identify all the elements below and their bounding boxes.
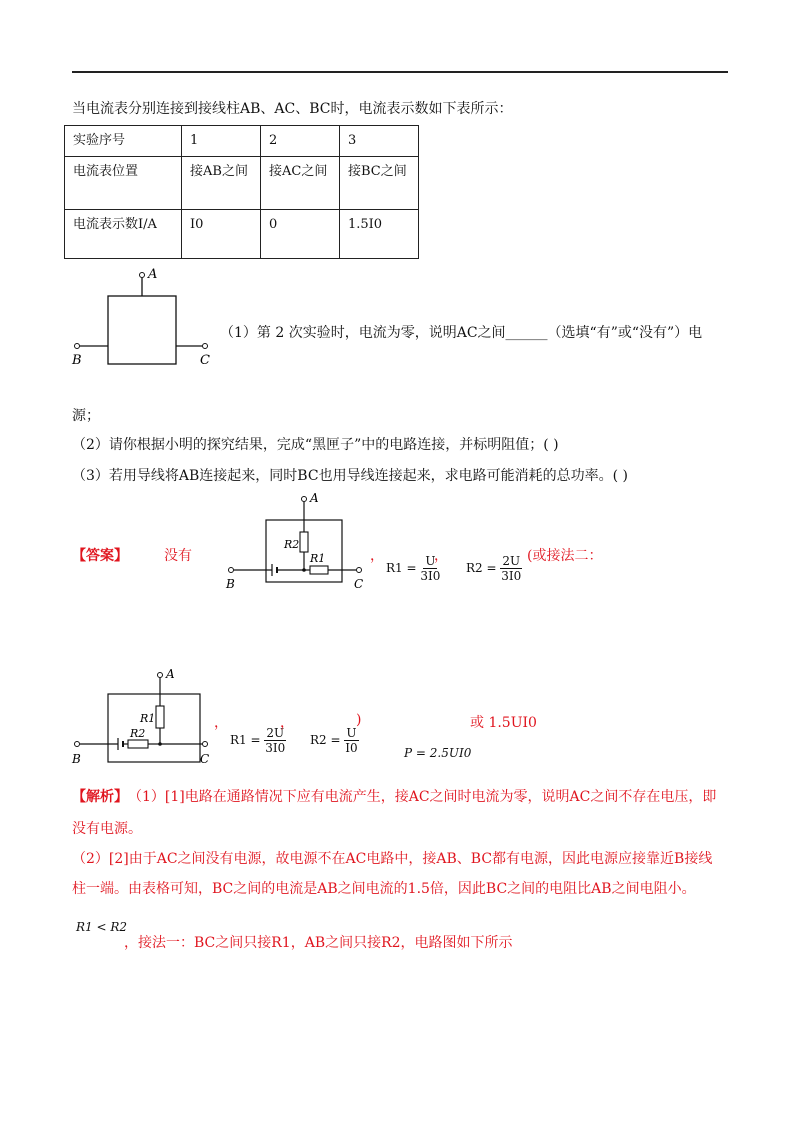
denominator: 3I0 xyxy=(420,569,441,583)
r1-label: R1 xyxy=(310,552,326,565)
answer-comma: ， xyxy=(370,548,384,564)
formula-lhs: R2 = xyxy=(310,733,341,747)
answer-tag: 【答案】 xyxy=(72,548,128,564)
terminal-a-label: A xyxy=(166,667,175,681)
table-cell: 电流表位置 xyxy=(65,157,182,210)
fraction xyxy=(344,726,358,755)
r2-label: R2 xyxy=(284,538,300,551)
table-cell: 3 xyxy=(340,126,419,157)
denominator: 3I0 xyxy=(501,569,522,583)
question-2: （2）请你根据小明的探究结果，完成“黑匣子”中的电路连接，并标明阻值；( ) xyxy=(72,437,559,453)
fraction xyxy=(500,554,522,583)
table-cell: 0 xyxy=(261,210,340,259)
r1-label: R1 xyxy=(140,712,156,725)
formula-lhs: R1 = xyxy=(386,561,417,575)
formula-r1-alt xyxy=(230,726,286,755)
terminal-b-label: B xyxy=(72,752,81,766)
analysis-p3: ，接法一：BC之间只接R1，AB之间只接R2，电路图如下所示 xyxy=(124,935,513,951)
answer-power: 或 1.5UI0 xyxy=(470,715,537,731)
question-1-tail: 源； xyxy=(72,408,100,424)
answer-circuit-1 xyxy=(222,488,372,590)
results-table xyxy=(64,125,419,259)
formula-r2-alt xyxy=(310,726,359,755)
question-1: （1）第 2 次实验时，电流为零，说明AC之间______（选填“有”或“没有”）电 xyxy=(220,325,703,341)
terminal-b-label: B xyxy=(72,353,82,368)
analysis-p2-line1: （2）[2]由于AC之间没有电源，故电源不在AC电路中，接AB、BC都有电源，因此电源应接靠近B接线 xyxy=(72,851,713,867)
formula-lhs: R1 = xyxy=(230,733,261,747)
black-box-diagram xyxy=(68,264,218,370)
terminal-a-label: A xyxy=(310,491,319,505)
table-cell: 实验序号 xyxy=(65,126,182,157)
formula-r2 xyxy=(466,554,522,583)
analysis-p1-line2: 没有电源。 xyxy=(72,821,142,837)
terminal-a-label: A xyxy=(148,267,158,282)
alt-method-label: (或接法二： xyxy=(527,548,603,564)
formula-power: P = 2.5UI0 xyxy=(404,746,472,760)
table-row xyxy=(65,157,419,210)
top-rule xyxy=(72,71,728,73)
answer-comma: ， xyxy=(214,715,228,731)
numerator: 2U xyxy=(502,554,521,568)
formula-r1 xyxy=(386,554,440,583)
terminal-c-label: C xyxy=(200,752,210,766)
table-cell: I0 xyxy=(182,210,261,259)
numerator: U xyxy=(425,554,436,568)
table-row xyxy=(65,210,419,259)
r2-label: R2 xyxy=(130,727,146,740)
answer-comma: ， xyxy=(280,715,294,731)
question-3: （3）若用导线将AB连接起来，同时BC也用导线连接起来，求电路可能消耗的总功率。( ) xyxy=(72,468,628,484)
table-cell: 2 xyxy=(261,126,340,157)
table-row xyxy=(65,126,419,157)
analysis-p2-line2: 柱一端。由表格可知，BC之间的电流是AB之间电流的1.5倍，因此BC之间的电阻比AB之间电阻小。 xyxy=(72,881,696,897)
inequality-formula: R1 < R2 xyxy=(76,920,128,934)
terminal-c-label: C xyxy=(354,577,364,590)
denominator: I0 xyxy=(345,741,358,755)
table-cell: 接AB之间 xyxy=(182,157,261,210)
analysis-p1-line1: （1）[1]电路在通路情况下应有电流产生，接AC之间时电流为零，说明AC之间不存在电压，即 xyxy=(128,789,717,805)
analysis-tag: 【解析】 xyxy=(72,789,128,805)
table-cell: 接AC之间 xyxy=(261,157,340,210)
terminal-b-label: B xyxy=(226,577,235,590)
table-cell: 1.5I0 xyxy=(340,210,419,259)
answer-circuit-2 xyxy=(68,664,218,768)
answer-word: 没有 xyxy=(164,548,192,564)
close-paren: ) xyxy=(356,712,362,728)
answer-comma: ， xyxy=(434,548,448,564)
table-cell: 1 xyxy=(182,126,261,157)
table-cell: 电流表示数I/A xyxy=(65,210,182,259)
numerator: U xyxy=(346,726,357,740)
table-cell: 接BC之间 xyxy=(340,157,419,210)
formula-lhs: R2 = xyxy=(466,561,497,575)
denominator: 3I0 xyxy=(265,741,286,755)
numerator: 2U xyxy=(266,726,285,740)
terminal-c-label: C xyxy=(200,353,210,368)
intro-text: 当电流表分别连接到接线柱AB、AC、BC时，电流表示数如下表所示： xyxy=(72,101,513,117)
